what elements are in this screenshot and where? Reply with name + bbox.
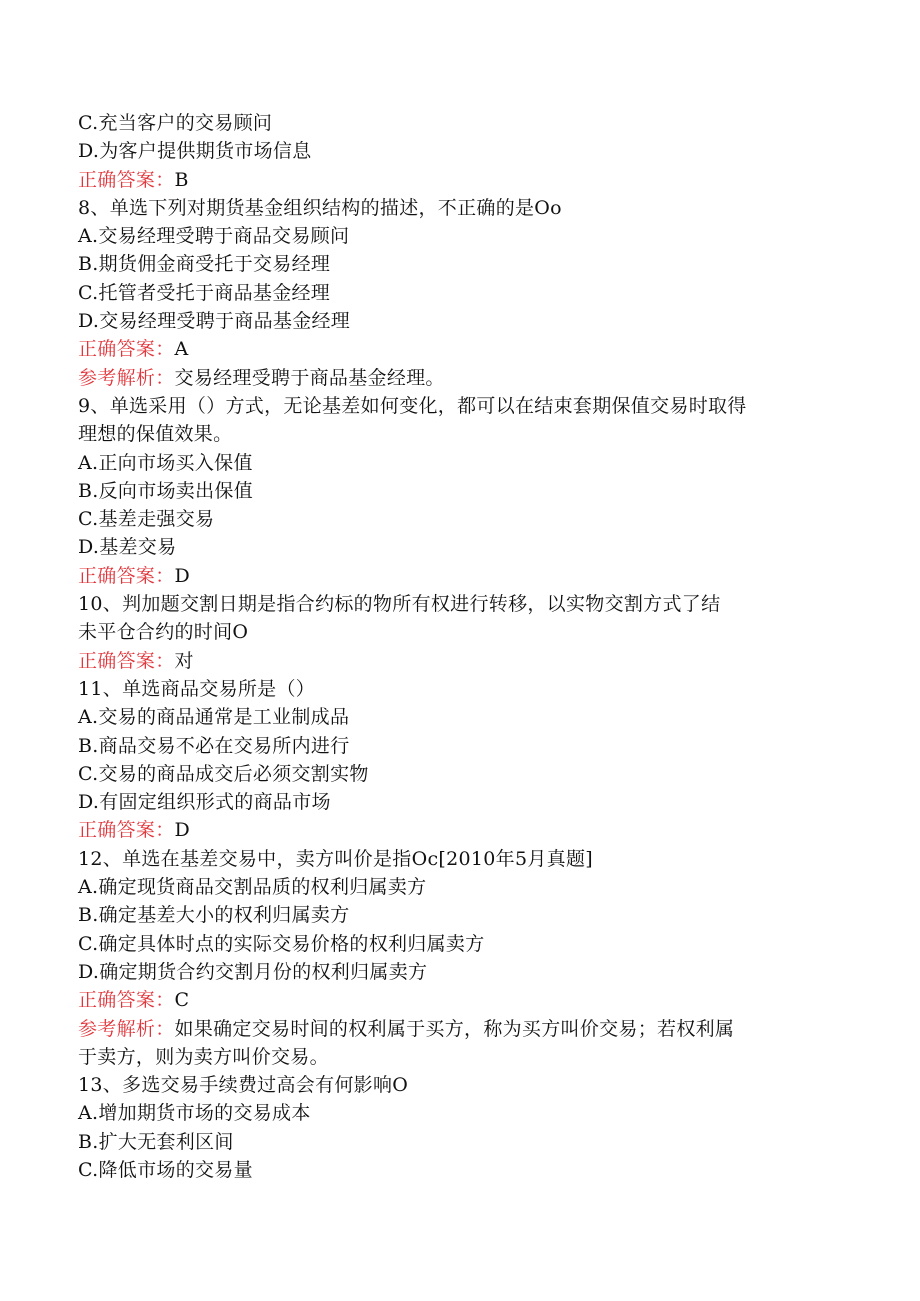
option-text: D.为客户提供期货市场信息 (78, 140, 312, 163)
answer-label: 正确答案： (78, 649, 175, 672)
option-text: A.正向市场买入保值 (78, 451, 253, 474)
exam-content (78, 109, 838, 1184)
answer-value: D (174, 564, 191, 587)
option-text: B.商品交易不必在交易所内进行 (78, 734, 350, 757)
answer-value: 对 (174, 649, 194, 672)
answer-value: A (174, 338, 189, 361)
answer-label: 正确答案： (78, 338, 175, 361)
option-text: C.交易的商品成交后必须交割实物 (78, 762, 369, 785)
option-text: A.确定现货商品交割品质的权利归属卖方 (78, 876, 427, 899)
question-text: 10、判加题交割日期是指合约标的物所有权进行转移，以实物交割方式了结 (78, 593, 721, 616)
explanation-line (78, 1015, 838, 1043)
explanation-label: 参考解析： (78, 366, 175, 389)
explanation-text: 如果确定交易时间的权利属于买方，称为买方叫价交易；若权利属 (174, 1017, 735, 1040)
question-text: 于卖方，则为卖方叫价交易。 (78, 1045, 329, 1068)
option-text: D.确定期货合约交割月份的权利归属卖方 (78, 960, 428, 983)
answer-label: 正确答案： (78, 989, 175, 1012)
option-text: B.反向市场卖出保值 (78, 479, 254, 502)
question-text: 13、多选交易手续费过高会有何影响O (78, 1074, 409, 1097)
answer-label: 正确答案： (78, 168, 175, 191)
answer-value: C (174, 989, 190, 1012)
answer-value: B (174, 168, 189, 191)
option-text: B.扩大无套利区间 (78, 1130, 234, 1153)
option-text: A.增加期货市场的交易成本 (78, 1102, 311, 1125)
answer-line (78, 166, 838, 194)
option-text: D.基差交易 (78, 536, 177, 559)
explanation-line (78, 364, 838, 392)
answer-line (78, 816, 838, 844)
explanation-label: 参考解析： (78, 1017, 175, 1040)
option-text: C.降低市场的交易量 (78, 1158, 253, 1181)
answer-line (78, 647, 838, 675)
question-text: 9、单选采用（）方式，无论基差如何变化，都可以在结束套期保值交易时取得 (78, 394, 747, 417)
question-text: 8、单选下列对期货基金组织结构的描述，不正确的是Oo (78, 196, 562, 219)
option-text: C.确定具体时点的实际交易价格的权利归属卖方 (78, 932, 485, 955)
option-text: D.交易经理受聘于商品基金经理 (78, 310, 351, 333)
option-text: B.确定基差大小的权利归属卖方 (78, 904, 350, 927)
answer-line (78, 986, 838, 1014)
option-text: B.期货佣金商受托于交易经理 (78, 253, 331, 276)
option-text: A.交易的商品通常是工业制成品 (78, 706, 350, 729)
option-text: A.交易经理受聘于商品交易顾问 (78, 225, 350, 248)
option-text: C.充当客户的交易顾问 (78, 112, 273, 134)
answer-label: 正确答案： (78, 564, 175, 587)
question-text: 未平仓合约的时间O (78, 621, 249, 644)
option-text: C.基差走强交易 (78, 508, 215, 531)
answer-line (78, 562, 838, 590)
explanation-text: 交易经理受聘于商品基金经理。 (174, 366, 445, 389)
option-text: D.有固定组织形式的商品市场 (78, 791, 331, 814)
answer-label: 正确答案： (78, 819, 175, 842)
question-text: 11、单选商品交易所是（） (78, 677, 316, 700)
question-text: 12、单选在基差交易中，卖方叫价是指Oc[2010年5月真题] (78, 847, 593, 870)
question-text: 理想的保值效果。 (78, 423, 233, 446)
answer-line (78, 335, 838, 363)
option-text: C.托管者受托于商品基金经理 (78, 281, 331, 304)
answer-value: D (174, 819, 191, 842)
